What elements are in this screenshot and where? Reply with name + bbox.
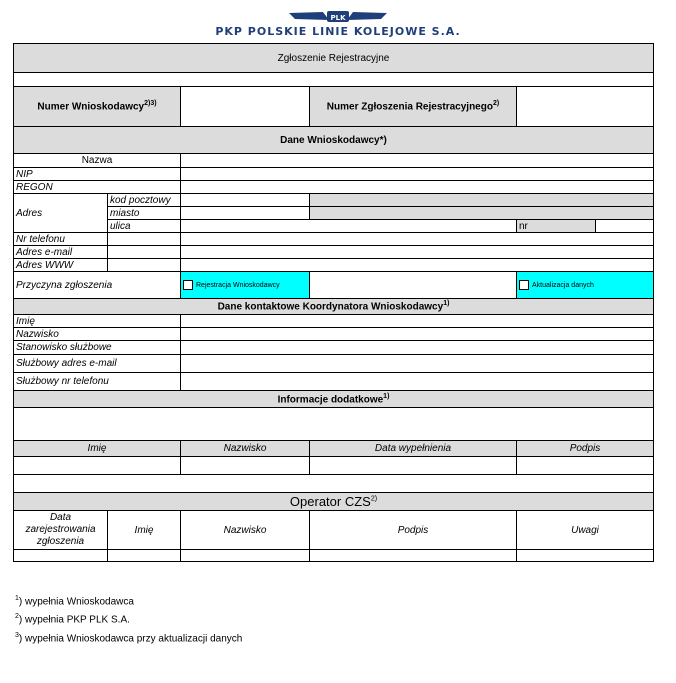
option-registration[interactable] — [181, 272, 310, 299]
phone-label: Nr telefonu — [14, 233, 108, 246]
registration-number-field[interactable] — [517, 87, 654, 127]
postal-code-field[interactable] — [181, 194, 310, 207]
option-update[interactable] — [517, 272, 654, 299]
coordinator-email-label: Służbowy adres e-mail — [14, 355, 181, 373]
reason-label: Przyczyna zgłoszenia — [14, 272, 181, 299]
registration-option-label: Rejestracja Wnioskodawcy — [196, 281, 280, 289]
footnote-2: $^2$) wypełnia PKP PLK S.A. — [15, 613, 130, 626]
registration-form — [13, 43, 654, 562]
coordinator-phone-field[interactable] — [181, 373, 654, 391]
plk-logo — [287, 10, 389, 26]
operator-signature-field[interactable] — [310, 550, 517, 562]
spacer-row — [14, 475, 654, 493]
email-label: Adres e-mail — [14, 246, 108, 259]
operator-last-name-field[interactable] — [181, 550, 310, 562]
registration-date-header: Data zarejestrowania zgłoszenia — [14, 511, 108, 550]
number-field[interactable] — [596, 220, 654, 233]
signer-first-name-field[interactable] — [14, 457, 181, 475]
footnote-1: $^1$) wypełnia Wnioskodawca — [15, 595, 134, 608]
registration-date-field[interactable] — [14, 550, 108, 562]
email-field[interactable] — [181, 246, 654, 259]
applicant-number-field[interactable] — [181, 87, 310, 127]
name-field[interactable] — [181, 154, 654, 168]
city-shaded — [310, 207, 654, 220]
fill-date-field[interactable] — [310, 457, 517, 475]
additional-info-field[interactable] — [14, 408, 654, 441]
coordinator-position-field[interactable] — [181, 341, 654, 355]
operator-notes-header: Uwagi — [517, 511, 654, 550]
street-field[interactable] — [181, 220, 517, 233]
street-label: ulica — [108, 220, 181, 233]
footnotes — [15, 591, 242, 646]
coordinator-phone-label: Służbowy nr telefonu — [14, 373, 181, 391]
signer-first-name-header: Imię — [14, 441, 181, 457]
operator-last-name-header: Nazwisko — [181, 511, 310, 550]
operator-section-header: Operator CZS$^{2)}$ — [14, 493, 654, 511]
phone-field[interactable] — [181, 233, 654, 246]
coordinator-last-name-field[interactable] — [181, 328, 654, 341]
operator-first-name-field[interactable] — [108, 550, 181, 562]
registration-number-label: Numer Zgłoszenia Rejestracyjnego$^{2)}$ — [310, 87, 517, 127]
operator-signature-header: Podpis — [310, 511, 517, 550]
name-label: Nazwa — [14, 154, 181, 168]
operator-notes-field[interactable] — [517, 550, 654, 562]
address-label: Adres — [14, 194, 108, 233]
signer-last-name-header: Nazwisko — [181, 441, 310, 457]
city-label: miasto — [108, 207, 181, 220]
svg-text:PLK: PLK — [330, 14, 346, 22]
coordinator-position-label: Stanowisko służbowe — [14, 341, 181, 355]
footnote-3: $^3$) wypełnia Wnioskodawca przy aktualizacji danych — [15, 631, 243, 644]
form-title: Zgłoszenie Rejestracyjne — [14, 44, 654, 73]
postal-code-label: kod pocztowy — [108, 194, 181, 207]
www-field[interactable] — [181, 259, 654, 272]
coordinator-first-name-label: Imię — [14, 315, 181, 328]
applicant-section-header: Dane Wnioskodawcy*) — [14, 127, 654, 154]
spacer-row — [14, 73, 654, 87]
regon-label: REGON — [14, 181, 181, 194]
postal-code-shaded — [310, 194, 654, 207]
www-label: Adres WWW — [14, 259, 108, 272]
fill-date-header: Data wypełnienia — [310, 441, 517, 457]
signer-last-name-field[interactable] — [181, 457, 310, 475]
update-option-label: Aktualizacja danych — [532, 281, 594, 289]
coordinator-first-name-field[interactable] — [181, 315, 654, 328]
signature-header: Podpis — [517, 441, 654, 457]
operator-first-name-header: Imię — [108, 511, 181, 550]
applicant-number-label: Numer Wnioskodawcy$^{2)3)}$ — [14, 87, 181, 127]
page-header — [0, 8, 676, 42]
update-checkbox[interactable] — [519, 280, 529, 290]
nip-label: NIP — [14, 168, 181, 181]
signature-field[interactable] — [517, 457, 654, 475]
coordinator-section-header: Dane kontaktowe Koordynatora Wnioskodawcy$^{1)}$ — [14, 299, 654, 315]
coordinator-last-name-label: Nazwisko — [14, 328, 181, 341]
number-label: nr — [517, 220, 596, 233]
city-field[interactable] — [181, 207, 310, 220]
additional-info-header: Informacje dodatkowe$^{1)}$ — [14, 391, 654, 408]
coordinator-email-field[interactable] — [181, 355, 654, 373]
regon-field[interactable] — [181, 181, 654, 194]
nip-field[interactable] — [181, 168, 654, 181]
registration-checkbox[interactable] — [183, 280, 193, 290]
company-name: PKP POLSKIE LINIE KOLEJOWE S.A. — [215, 25, 461, 38]
